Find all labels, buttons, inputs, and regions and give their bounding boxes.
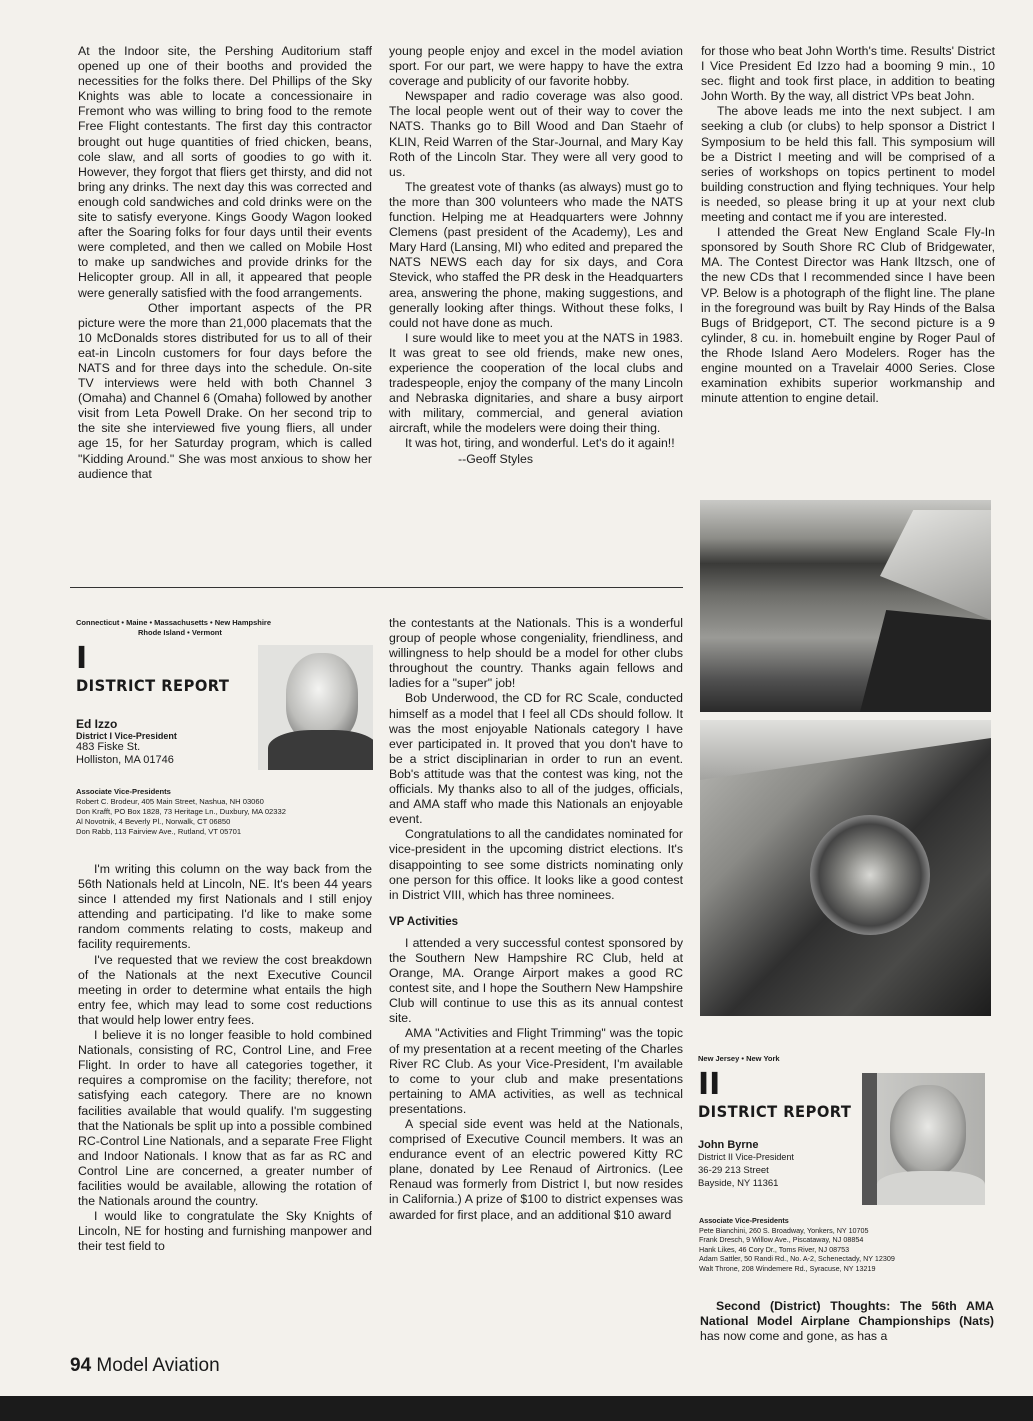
district-1-column-2 xyxy=(389,616,683,1346)
paragraph: Newspaper and radio coverage was also good. The local people went out of their way to cover the NATS. Thanks go to Bill Wood and Dan Staehr of KLIN, Reid Warren of the Star-Journal, and Mary Kay Roth of the Lincoln Star. They were all very good to us. xyxy=(389,89,683,179)
vp-address-line: 483 Fiske St. xyxy=(76,741,141,753)
district-1-states: Connecticut • Maine • Massachusetts • New Hampshire Rhode Island • Vermont xyxy=(76,618,272,637)
page-number: 94 xyxy=(70,1355,92,1376)
paragraph: AMA "Activities and Flight Trimming" was the topic of my presentation at a recent meeting of the Charles River RC Club. As your Vice-President, I'm available to come to your club and make presentations pertaining to AMA activities, as well as technical presentations. xyxy=(389,1026,683,1116)
page-footer xyxy=(70,1355,220,1377)
vp-address-line: Holliston, MA 01746 xyxy=(76,754,174,766)
district-report-title: DISTRICT REPORT xyxy=(698,1102,852,1121)
paragraph: I've requested that we review the cost breakdown of the Nationals at the next Executive Council meeting in order to determine what entails the high entry fee, which may lead to some cost reductions that would help lower entry fees. xyxy=(78,952,372,1027)
flight-line-photo xyxy=(700,500,991,712)
vp-title: District I Vice-President xyxy=(76,731,177,741)
associate-vp: Don Krafft, PO Box 1828, 73 Heritage Ln., Duxbury, MA 02332 xyxy=(76,807,286,816)
subheading-vp-activities: VP Activities xyxy=(389,915,459,928)
associate-vp: Adam Sattler, 50 Randi Rd., No. A-2, Schenectady, NY 12309 xyxy=(699,1254,895,1264)
lead-rest: has now come and gone, as has a xyxy=(700,1329,888,1344)
magazine-name: Model Aviation xyxy=(96,1355,220,1376)
paragraph: The above leads me into the next subject. I am seeking a club (or clubs) to help sponsor a District I Symposium to be held this fall. This symposium will be a District I meeting and will be comprised of a series of workshops on topics pertinent to model building construction and flying techniques. Your help is needed, so please bring it up at your next club meeting and contact me if you are interested. xyxy=(701,104,995,225)
scan-border xyxy=(0,1396,1033,1421)
paragraph xyxy=(700,1299,994,1344)
associate-vp: Don Rabb, 113 Fairview Ave., Rutland, VT 05701 xyxy=(76,827,242,836)
vp-address-line: 36-29 213 Street xyxy=(698,1165,769,1176)
paragraph: A special side event was held at the Nationals, comprised of Executive Council members. It was an endurance event of an electric powered Kitty RC plane, donated by Lee Renaud of Airtronics. (Lee Renaud was formerly from District I, but now resides in California.) A prize of $100 to district expenses was awarded for first place, and an additional $10 award xyxy=(389,1117,683,1222)
top-column-3 xyxy=(701,44,995,499)
paragraph: I'm writing this column on the way back from the 56th Nationals held at Lincoln, NE. It's been 44 years since I attended my first Nationals and I still enjoy attending and participating. I'd like to make some random comments relating to costs, makeup and facility requirements. xyxy=(78,862,372,952)
associate-vp: Hank Likes, 46 Cory Dr., Toms River, NJ 08753 xyxy=(699,1244,850,1254)
associate-vp: Walt Throne, 208 Windemere Rd., Syracuse, NY 13219 xyxy=(699,1263,876,1273)
john-byrne-portrait xyxy=(862,1073,985,1205)
district-numeral: II xyxy=(698,1067,721,1102)
paragraph: At the Indoor site, the Pershing Auditorium staff opened up one of their booths and provided the necessities for the folks there. Del Phillips of the Sky Knights was able to locate a concessionaire in Fremont who was willing to bring food to the remote Free Flight contestants. The first day this contractor brought out huge quantities of fried chicken, beans, cole slaw, and all sorts of goodies to go with it. However, they forgot that fliers get thirsty, and did not bring any drinks. The next day this was corrected and enough cold sandwiches and cold drinks were on the site to satisfy everyone. Kings Goody Wagon looked after the Soaring folks for four days until their events were completed, and then we called on Mobile Host to make up sandwiches and provide drinks for the Helicopter group. All in all, it appeared that people were generally satisfied with the food arrangements. xyxy=(78,44,372,300)
vp-name: John Byrne xyxy=(698,1139,759,1151)
vp-address-line: Bayside, NY 11361 xyxy=(698,1178,779,1189)
district-2-column xyxy=(700,1299,994,1349)
paragraph: young people enjoy and excel in the model aviation sport. For our part, we were happy to have the extra coverage and publicity of our favorite hobby. xyxy=(389,44,683,89)
associate-vp: Pete Bianchini, 260 S. Broadway, Yonkers, NY 10705 xyxy=(699,1225,869,1235)
ed-izzo-portrait xyxy=(258,645,373,770)
district-1-associate-vps: Associate Vice-Presidents Robert C. Brodeur, 405 Main Street, Nashua, NH 03060 Don Krafft, PO Box 1828, 73 Heritage Ln., Duxbury, MA 02332 Al Novotnik, 4 Beverly Pl., Norwalk, CT 06850 Don Rabb, 113 Fairview Ave., Rutland, VT 05701 xyxy=(76,787,286,836)
district-1-column-1 xyxy=(78,862,372,1342)
associate-vp: Al Novotnik, 4 Beverly Pl., Norwalk, CT 06850 xyxy=(76,817,231,826)
associate-vp: Frank Dresch, 9 Willow Ave., Piscataway, NJ 08854 xyxy=(699,1235,864,1245)
top-column-1 xyxy=(78,44,372,584)
paragraph: I sure would like to meet you at the NATS in 1983. It was great to see old friends, make new ones, experience the cooperation of the local clubs and tradespeople, enjoy the company of the many Lincoln and Nebraska dignitaries, and share a busy airport with military, commercial, and general aviation aircraft, while the modelers were doing their thing. xyxy=(389,330,683,436)
district-report-title: DISTRICT REPORT xyxy=(76,676,230,695)
paragraph: the contestants at the Nationals. This is a wonderful group of people whose congeniality, friendliness, and willingness to help should be a model for other clubs throughout the country. Thanks again fellows and ladies for a "super" job! xyxy=(389,616,683,691)
paragraph: for those who beat John Worth's time. Results' District I Vice President Ed Izzo had a booming 9 min., 10 sec. flight and took first place, in addition to beating John Worth. By the way, all district VPs beat John. xyxy=(701,44,995,104)
paragraph: It was hot, tiring, and wonderful. Let's do it again!! xyxy=(405,436,675,451)
vp-name: Ed Izzo xyxy=(76,717,118,731)
paragraph: I would like to congratulate the Sky Knights of Lincoln, NE for hosting and furnishing manpower and their test field to xyxy=(78,1209,372,1254)
district-numeral: I xyxy=(76,641,88,676)
paragraph: I attended the Great New England Scale Fly-In sponsored by South Shore RC Club of Bridgewater, MA. The Contest Director was Hank Iltzsch, one of the new CDs that I recommended since I have been VP. Below is a photograph of the flight line. The plane in the foreground was built by Ray Hinds of the Balsa Bugs of Bridgeport, CT. The second picture is a 9 cylinder, 8 cu. in. homebuilt engine by Roger Paul of the Rhode Island Aero Modelers. Roger has the engine mounted on a Travelair 4000 Series. Close examination exhibits superior workmanship and minute attention to engine detail. xyxy=(701,225,995,406)
associate-vp: Robert C. Brodeur, 405 Main Street, Nashua, NH 03060 xyxy=(76,797,264,806)
signature: --Geoff Styles xyxy=(458,451,533,466)
lead-bold: Second (District) Thoughts: The 56th AMA National Model Airplane Championships (Nats) xyxy=(700,1299,994,1329)
paragraph: I believe it is no longer feasible to hold combined Nationals, consisting of RC, Control Line, and Free Flight. In order to have all categories together, it requires a compromise on the facility; therefore, not satisfying each category. There are no known facilities available that would qualify. I'm suggesting that the Nationals be split up into a possible combined RC-Control Line Nationals, and a separate Free Flight and Indoor Nationals. I know that as far as RC and Control Line are concerned, a greater number of facilities would be available, allowing the rotation of the Nationals around the country. xyxy=(78,1028,372,1209)
paragraph: Congratulations to all the candidates nominated for vice-president in the upcoming district elections. It's disappointing to see some districts nominating only one person for this office. It looks like a good contest in District VIII, which has three nominees. xyxy=(389,827,683,902)
district-2-header xyxy=(698,1054,868,1214)
section-divider xyxy=(70,587,683,588)
paragraph: Other important aspects of the PR picture were the more than 21,000 placemats that the 10 McDonalds stores distributed for us to all of their eat-in Lincoln customers for four days before the NATS and for three days into the schedule. On-site TV interviews were held with both Channel 3 (Omaha) and Channel 6 (Omaha) followed by another visit from Leta Powell Drake. On her second trip to the site she interviewed five young fliers, all under age 15, for her Saturday program, which is called "Kidding Around." She was most anxious to show her audience that xyxy=(78,300,372,481)
top-column-2 xyxy=(389,44,683,584)
district-2-states: New Jersey • New York xyxy=(698,1054,780,1063)
paragraph: I attended a very successful contest sponsored by the Southern New Hampshire RC Club, held at Orange, MA. Orange Airport makes a good RC contest site, and I hope the Southern New Hampshire Club will continue to use this as its annual contest site. xyxy=(389,935,683,1026)
paragraph: Bob Underwood, the CD for RC Scale, conducted himself as a model that I feel all CDs should follow. It was the most enjoyable Nationals category I have ever participated in. It proved that you don't have to be a strict disciplinarian in order to run an event. Bob's attitude was that the contest was king, not the officials. My thanks also to all of the judges, officials, and AMA staff who made this Nationals an enjoyable event. xyxy=(389,691,683,827)
radial-engine-photo xyxy=(700,720,991,1016)
district-2-associate-vps: Associate Vice-Presidents Pete Bianchini, 260 S. Broadway, Yonkers, NY 10705 Frank Dresch, 9 Willow Ave., Piscataway, NJ 08854 Hank Likes, 46 Cory Dr., Toms River, NJ 08753 Adam Sattler, 50 Randi Rd., No. A-2, Schenectady, NY 12309 Walt Throne, 208 Windemere Rd., Syracuse, NY 13219 xyxy=(699,1216,895,1273)
paragraph: The greatest vote of thanks (as always) must go to the more than 300 volunteers who made the NATS function. Helping me at Headquarters were Johnny Clemens (past president of the Academy), Les and Mary Hard (Lansing, MI) who edited and prepared the NATS NEWS each day for six days, and Cora Stevick, who staffed the PR desk in the Headquarters area, answering the phone, making suggestions, and generally looking after things. Without these folks, I could not have done as much. xyxy=(389,179,683,330)
vp-title: District II Vice-President xyxy=(698,1152,794,1162)
